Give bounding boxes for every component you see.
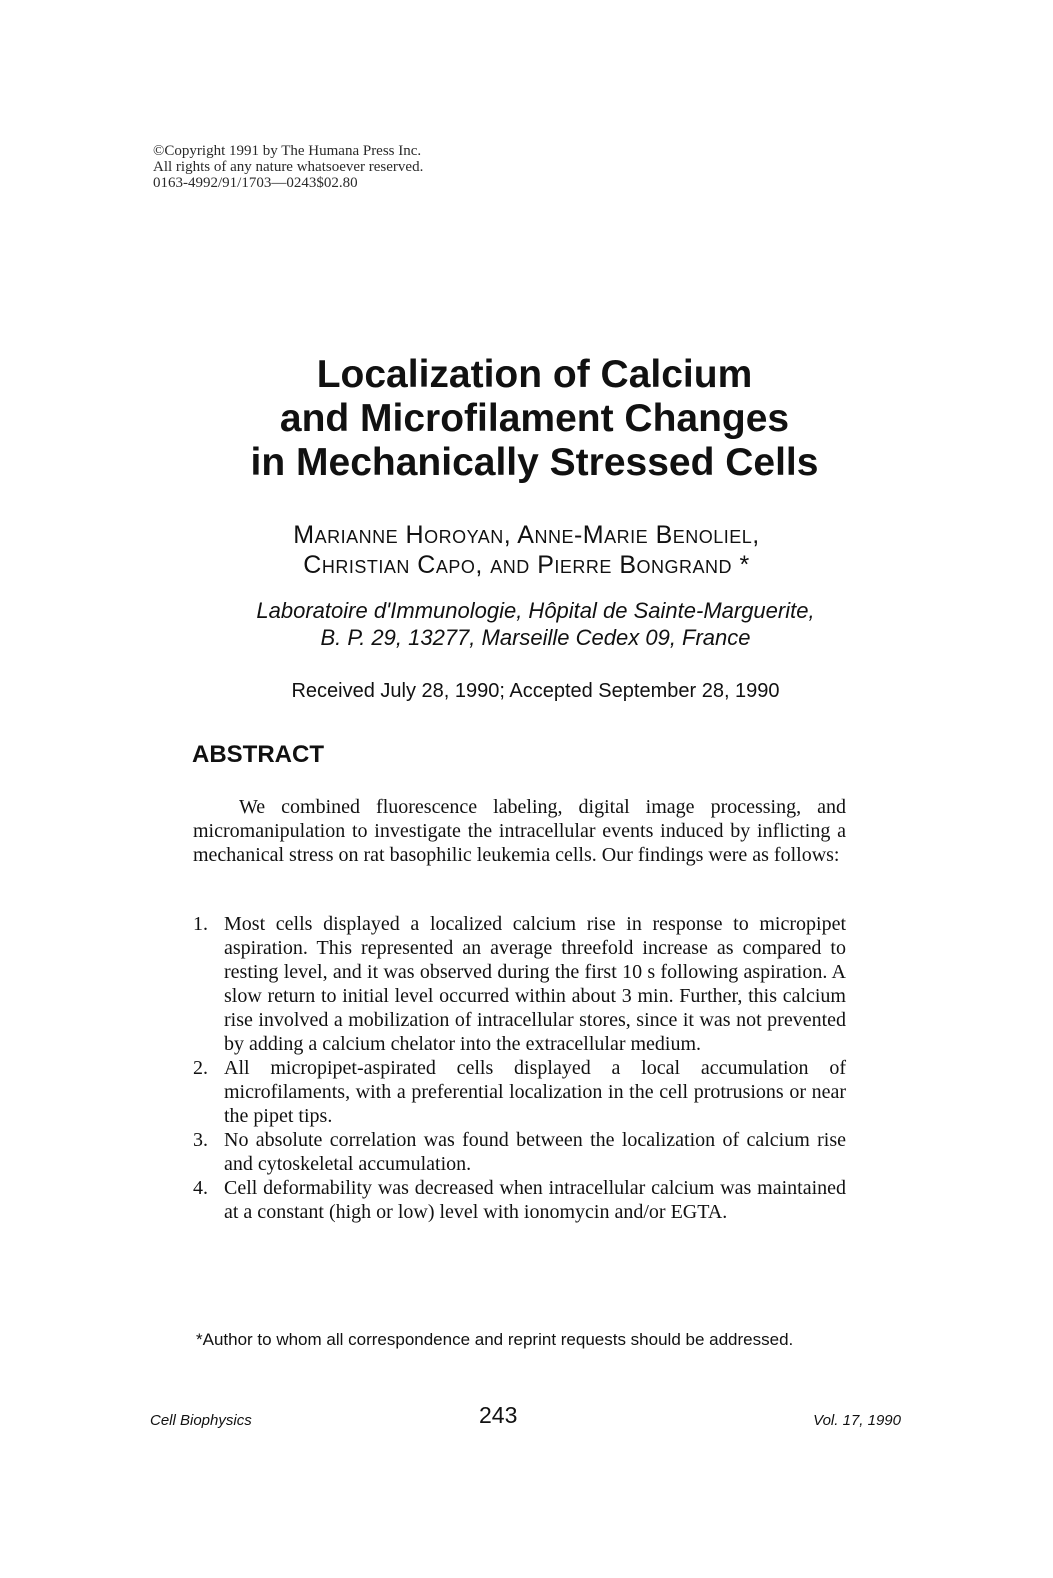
item-number: 4. [193, 1177, 208, 1199]
item-number: 3. [193, 1129, 208, 1151]
rights-line: All rights of any nature whatsoever reserved. [153, 159, 424, 175]
author-list [0, 520, 1053, 580]
list-item [193, 1128, 846, 1176]
list-item [193, 1176, 846, 1224]
affiliation-line: B. P. 29, 13277, Marseille Cedex 09, France [320, 625, 751, 650]
findings-list [193, 912, 846, 1224]
author-line: Marianne Horoyan, Anne-Marie Benoliel, [293, 521, 760, 549]
page-number: 243 [479, 1402, 518, 1428]
affiliation [0, 597, 1053, 651]
item-number: 2. [193, 1057, 208, 1079]
item-number: 1. [193, 913, 208, 935]
item-text: Cell deformability was decreased when intracellular calcium was maintained at a constant (high or low) level with ionomycin and/or EGTA. [224, 1177, 846, 1223]
title-line: in Mechanically Stressed Cells [250, 441, 819, 484]
author-line: Christian Capo, and Pierre Bongrand * [303, 551, 750, 579]
abstract-heading: ABSTRACT [192, 741, 324, 768]
article-title [0, 353, 1053, 485]
item-text: All micropipet-aspirated cells displayed a local accumulation of microfilaments, with a preferential localization in the cell protrusions or near the pipet tips. [224, 1057, 846, 1127]
list-item [193, 1056, 846, 1128]
volume-info: Vol. 17, 1990 [813, 1412, 901, 1429]
abstract-intro: We combined fluorescence labeling, digital image processing, and micromanipulation to investigate the intracellular events induced by inflicting a mechanical stress on rat basophilic leukemia cells. Our findings were as follows: [193, 796, 846, 866]
title-line: Localization of Calcium [316, 353, 753, 396]
received-dates: Received July 28, 1990; Accepted September 28, 1990 [291, 680, 780, 702]
item-text: Most cells displayed a localized calcium rise in response to micropipet aspiration. This represented an average threefold increase as compared to resting level, and it was observed during the first 10 s following aspiration. A slow return to initial level occurred within about 3 min. Further, this calcium rise involved a mobilization of intracellular stores, since it was not prevented by adding a calcium chelator into the extracellular medium. [224, 913, 846, 1055]
copyright-notice [153, 143, 423, 191]
journal-name: Cell Biophysics [150, 1412, 252, 1429]
title-line: and Microfilament Changes [279, 397, 790, 440]
correspondence-footnote: *Author to whom all correspondence and reprint requests should be addressed. [196, 1330, 794, 1349]
article-code: 0163-4992/91/1703—0243$02.80 [153, 175, 358, 191]
copyright-line: ©Copyright 1991 by The Humana Press Inc. [153, 143, 422, 159]
list-item [193, 912, 846, 1056]
item-text: No absolute correlation was found between the localization of calcium rise and cytoskeletal accumulation. [224, 1129, 846, 1175]
affiliation-line: Laboratoire d'Immunologie, Hôpital de Sainte-Marguerite, [256, 598, 815, 623]
